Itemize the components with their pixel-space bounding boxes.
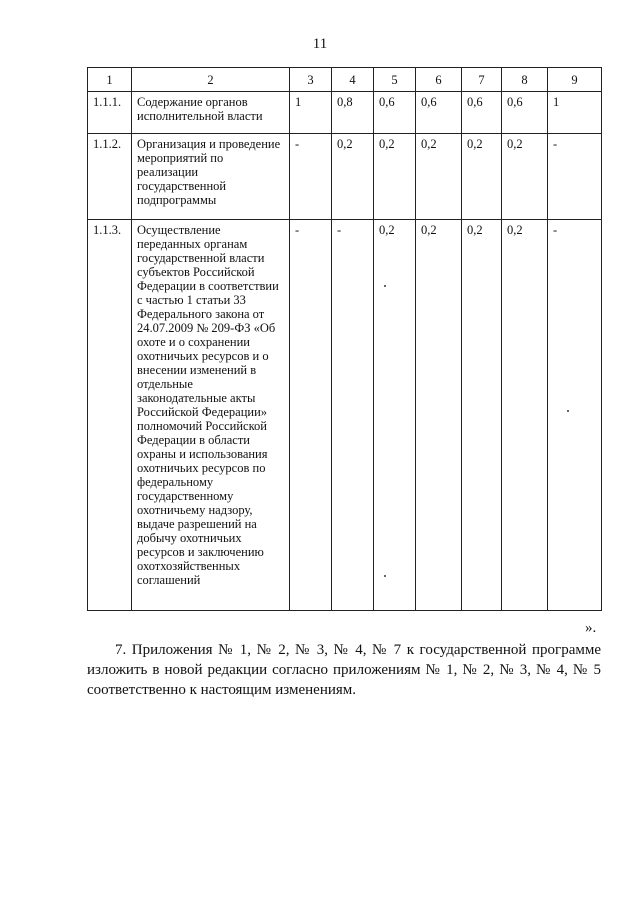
value-cell: 1: [548, 92, 602, 134]
value-cell: 0,2: [416, 220, 462, 611]
paragraph-line: изложить в новой редакции согласно приложениям № 1, № 2, № 3, № 4, № 5: [87, 662, 601, 678]
value-cell: 0,6: [416, 92, 462, 134]
row-name: Организация и проведение мероприятий по реализации государственной подпрограммы: [132, 134, 290, 220]
scan-speck: [567, 410, 569, 412]
closing-quote: ».: [585, 620, 597, 636]
paragraph-line: 7. Приложения № 1, № 2, № 3, № 4, № 7 к государственной программе: [115, 642, 601, 658]
value-cell: 0,2: [502, 220, 548, 611]
value-cell: 0,2: [374, 134, 416, 220]
value-cell: -: [548, 134, 602, 220]
amendment-paragraph: [87, 640, 601, 700]
program-table: [87, 67, 602, 611]
value-cell: 0,6: [374, 92, 416, 134]
row-code: 1.1.1.: [88, 92, 132, 134]
page-number: 11: [312, 36, 328, 52]
scan-speck: [384, 575, 386, 577]
value-cell: -: [548, 220, 602, 611]
scan-speck: [384, 285, 386, 287]
row-name: Осуществление переданных органам государственной власти субъектов Российской Федерации в соответствии с частью 1 статьи 33 Федерального закона от 24.07.2009 № 209-ФЗ «Об охоте и о сохранении охотничьих ресурсов и о внесении изменений в отдельные законодательные акты Российской Федерации» полномочий Российской Федерации в области охраны и использования охотничьих ресурсов по федеральному государственному охотничьему надзору, выдаче разрешений на добычу охотничьих ресурсов и заключению охотхозяйственных соглашений: [132, 220, 290, 611]
value-cell: -: [332, 220, 374, 611]
value-cell: 0,6: [462, 92, 502, 134]
row-code: 1.1.2.: [88, 134, 132, 220]
value-cell: -: [290, 134, 332, 220]
value-cell: -: [290, 220, 332, 611]
header-cell: 9: [548, 68, 602, 92]
table-row: [88, 134, 602, 220]
value-cell: 0,6: [502, 92, 548, 134]
row-name: Содержание органов исполнительной власти: [132, 92, 290, 134]
value-cell: 0,2: [416, 134, 462, 220]
header-cell: 6: [416, 68, 462, 92]
value-cell: 0,2: [332, 134, 374, 220]
header-cell: 1: [88, 68, 132, 92]
header-cell: 2: [132, 68, 290, 92]
paragraph-line: соответственно к настоящим изменениям.: [87, 682, 357, 698]
value-cell: 0,2: [462, 134, 502, 220]
value-cell: 0,2: [502, 134, 548, 220]
value-cell: 1: [290, 92, 332, 134]
row-code: 1.1.3.: [88, 220, 132, 611]
value-cell: 0,8: [332, 92, 374, 134]
header-cell: 4: [332, 68, 374, 92]
value-cell: 0,2: [374, 220, 416, 611]
header-cell: 7: [462, 68, 502, 92]
table-row: [88, 92, 602, 134]
header-cell: 8: [502, 68, 548, 92]
table-row: [88, 220, 602, 611]
value-cell: 0,2: [462, 220, 502, 611]
header-cell: 3: [290, 68, 332, 92]
header-cell: 5: [374, 68, 416, 92]
table-header-row: [88, 68, 602, 92]
